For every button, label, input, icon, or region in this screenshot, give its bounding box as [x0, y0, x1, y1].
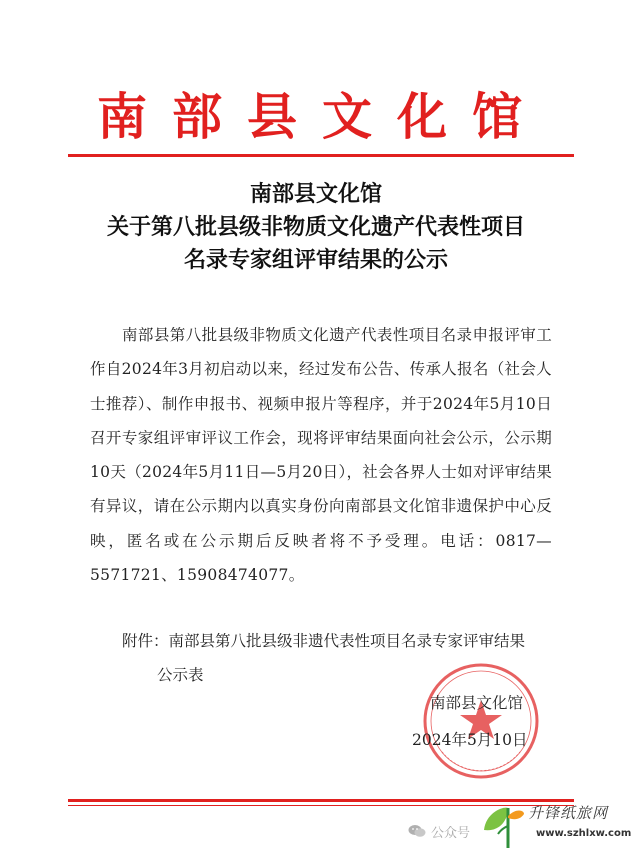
- wechat-official-account-mark: [408, 818, 470, 844]
- title-line-1: 南部县文化馆: [249, 181, 382, 207]
- signature-organization: 南部县文化馆: [430, 694, 524, 712]
- letterhead-title: 南部县文化馆: [97, 87, 547, 146]
- wechat-label: 公众号: [431, 825, 471, 841]
- wechat-icon: [408, 824, 426, 838]
- leaf-logo-icon: [478, 800, 526, 850]
- site-watermark: [478, 800, 632, 852]
- title-line-3: 名录专家组评审结果的公示: [183, 247, 448, 273]
- attachment-line: 附件：南部县第八批县级非遗代表性项目名录专家评审结果: [122, 632, 526, 650]
- watermark-url: www.szhlxw.com: [536, 828, 632, 839]
- signature-date: 2024年5月10日: [412, 731, 528, 749]
- attachment-line-continued: 公示表: [157, 666, 204, 684]
- letterhead-red-rule: [68, 154, 574, 157]
- notice-body: 南部县第八批县级非物质文化遗产代表性项目名录申报评审工作自2024年3月初启动以来，经过发布公告、传承人报名（社会人士推荐）、制作申报书、视频申报片等程序，并于2024年5月10日召开专家组评审评议工作会，现将评审结果面向社会公示，公示期10天（2024年5月11日—5月20日），社会各界人士如对评审结果有异议，请在公示期内以真实身份向南部县文化馆非遗保护中心反映，匿名或在公示期后反映者将不予受理。电话：0817—5571721、15908474077。: [90, 326, 552, 585]
- watermark-text: 升锋纸旅网: [528, 804, 609, 822]
- title-line-2: 关于第八批县级非物质文化遗产代表性项目: [106, 214, 525, 240]
- official-seal-stamp: [420, 660, 542, 782]
- notice-title: [0, 178, 632, 277]
